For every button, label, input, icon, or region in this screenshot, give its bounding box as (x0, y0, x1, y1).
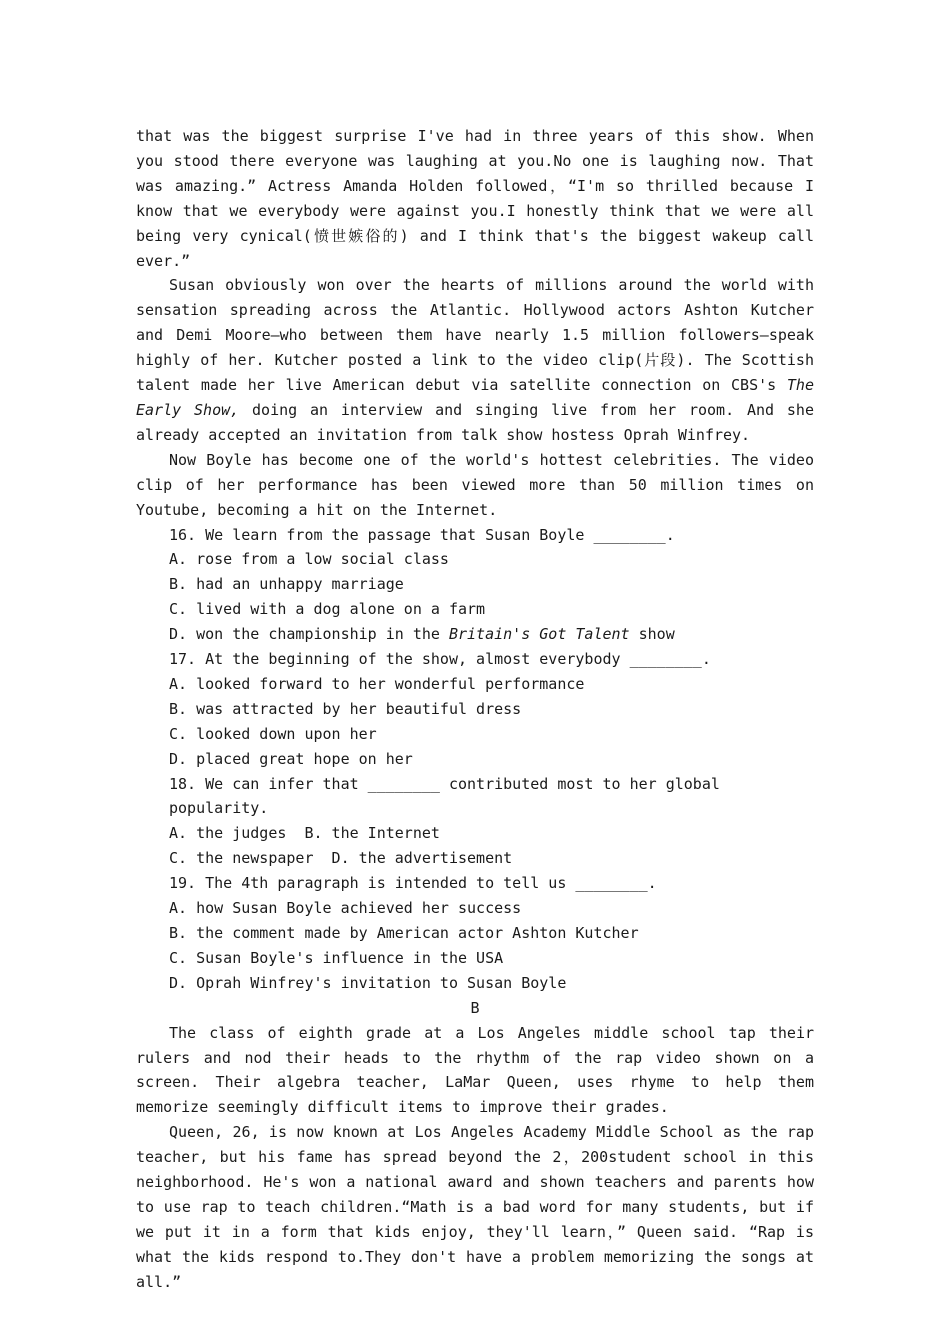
paragraph-2-text-a: Susan obviously won over the hearts of millions around the world with sensation spreading across the Atlantic. Hollywood actors Ashton Kutcher and Demi Moore—who between them have nearly 1.5 million followers—speak highly of her. Kutcher posted a link to the video clip(片段). The Scottish talent made her live American debut via satellite connection on CBS's (136, 276, 814, 395)
question-16-option-a: A. rose from a low social class (169, 550, 449, 569)
question-16-option-d (136, 622, 814, 647)
passage-a-paragraph-2 (136, 273, 814, 447)
question-17-option-b: B. was attracted by her beautiful dress (169, 699, 522, 718)
question-16-option-b: B. had an unhappy marriage (169, 575, 404, 594)
option-d-prefix: D. won the championship in the (169, 625, 449, 644)
early-show-title: The Early Show, (136, 376, 814, 419)
question-19-option-c: C. Susan Boyle's influence in the USA (169, 948, 504, 967)
document-page (136, 124, 814, 1295)
question-18-options-cd: C. the newspaper D. the advertisement (169, 849, 513, 868)
passage-b-paragraph-2: Queen, 26, is now known at Los Angeles Academy Middle School as the rap teacher, but his fame has spread beyond the 2，200student school in this neighborhood. He's won a national award and shown teachers and parents how to use rap to teach children.“Math is a bad word for many students, but if we put it in a form that kids enjoy, they'll learn，” Queen said. “Rap is what the kids respond to.They don't have a problem memorizing the songs at all.” (136, 1123, 814, 1291)
question-19-option-d: D. Oprah Winfrey's invitation to Susan Boyle (169, 973, 567, 992)
question-17-option-a: A. looked forward to her wonderful performance (169, 674, 585, 693)
section-b-heading: B (470, 998, 480, 1017)
question-18-stem: 18. We can infer that ________ contributed most to her global popularity. (169, 774, 720, 818)
option-d-suffix: show (629, 625, 675, 644)
question-17-option-d: D. placed great hope on her (169, 749, 413, 768)
passage-a-paragraph-1: that was the biggest surprise I've had in three years of this show. When you stood there everyone was laughing at you.No one is laughing now. That was amazing.” Actress Amanda Holden followed，“I'm so thrilled because I know that we everybody were against you.I honestly think that we were all being very cynical(愤世嫉俗的) and I think that's the biggest wakeup call ever.” (136, 127, 814, 270)
question-16-stem: 16. We learn from the passage that Susan Boyle ________. (169, 525, 675, 544)
question-16-option-c: C. lived with a dog alone on a farm (169, 600, 486, 619)
question-19-option-b: B. the comment made by American actor Ashton Kutcher (169, 924, 639, 942)
question-17-stem: 17. At the beginning of the show, almost everybody ________. (169, 650, 711, 669)
question-18-options-ab: A. the judges B. the Internet (169, 824, 440, 843)
question-19-option-a: A. how Susan Boyle achieved her success (169, 899, 522, 918)
passage-a-paragraph-3: Now Boyle has become one of the world's hottest celebrities. The video clip of her performance has been viewed more than 50 million times on Youtube, becoming a hit on the Internet. (136, 450, 814, 519)
question-19-stem: 19. The 4th paragraph is intended to tell us ________. (169, 874, 657, 893)
britains-got-talent-title: Britain's Got Talent (448, 625, 630, 644)
question-17-option-c: C. looked down upon her (169, 724, 377, 743)
passage-b-paragraph-1: The class of eighth grade at a Los Angeles middle school tap their rulers and nod their heads to the rhythm of the rap video shown on a screen. Their algebra teacher, LaMar Queen, uses rhyme to help them memorize seemingly difficult items to improve their grades. (136, 1023, 814, 1117)
paragraph-2-text-b: doing an interview and singing live from her room. And she already accepted an invitation from talk show hostess Oprah Winfrey. (136, 400, 814, 444)
